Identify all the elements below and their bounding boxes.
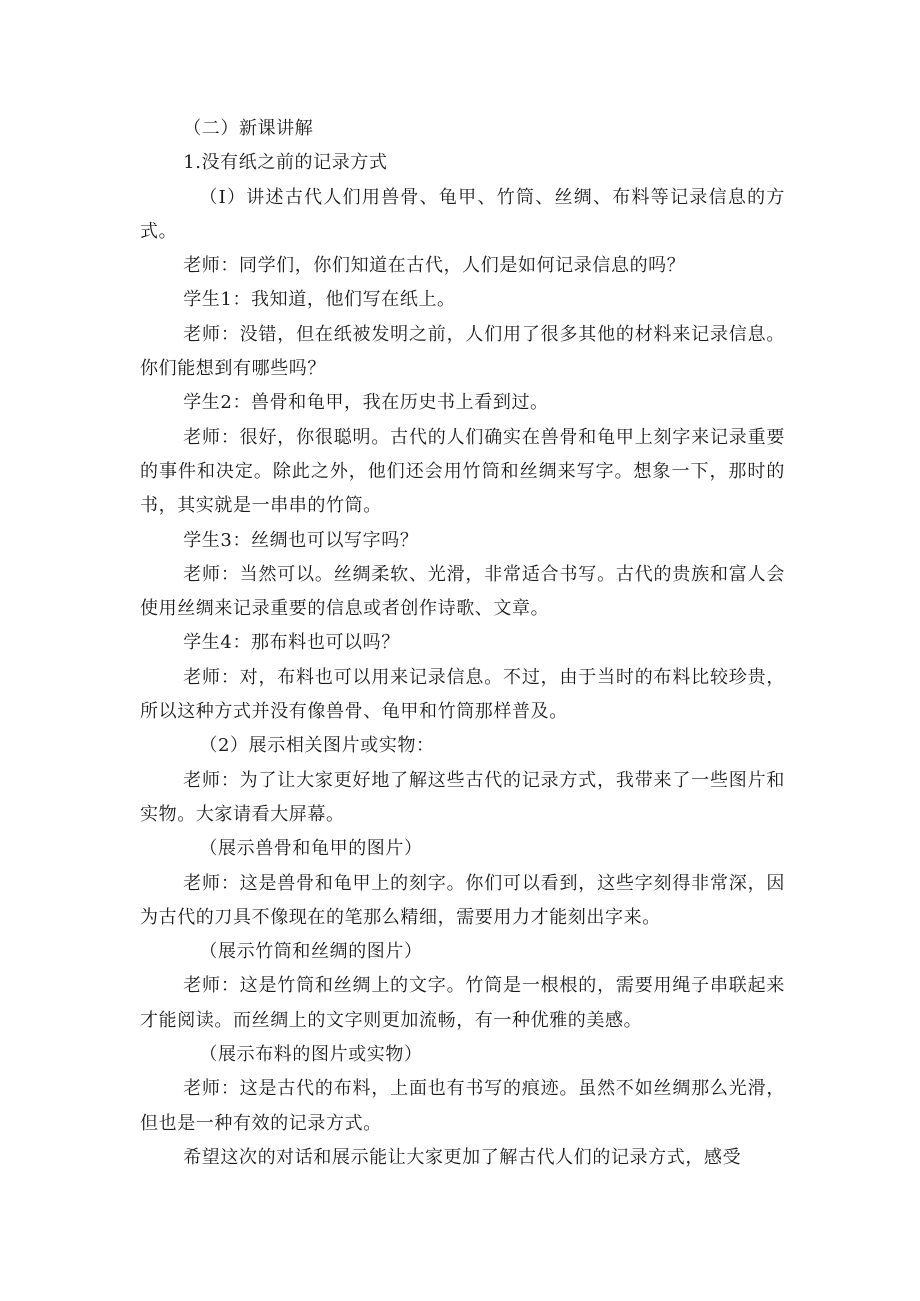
- paragraph: （展示布料的图片或实物）: [199, 1044, 423, 1066]
- paragraph: （展示竹筒和丝绸的图片）: [199, 941, 423, 963]
- paragraph: 老师：很好，你很聪明。古代的人们确实在兽骨和龟甲上刻字来记录重要的事件和决定。除此之外，他们还会用竹筒和丝绸来写字。想象一下，那时的书，其实就是一串串的竹筒。: [140, 426, 785, 517]
- paragraph: 学生1：我知道，他们写在纸上。: [183, 289, 456, 311]
- paragraph: 老师：这是竹筒和丝绸上的文字。竹筒是一根根的，需要用绳子串联起来才能阅读。而丝绸上的文字则更加流畅，有一种优雅的美感。: [140, 975, 785, 1031]
- paragraph: （展示兽骨和龟甲的图片）: [199, 838, 423, 860]
- paragraph: （2）展示相关图片或实物：: [199, 735, 435, 757]
- paragraph: 老师：为了让大家更好地了解这些古代的记录方式，我带来了一些图片和实物。大家请看大屏幕。: [140, 769, 785, 825]
- paragraph: 老师：这是兽骨和龟甲上的刻字。你们可以看到，这些字刻得非常深，因为古代的刀具不像现在的笔那么精细，需要用力才能刻出字来。: [140, 872, 785, 928]
- paragraph: 老师：对，布料也可以用来记录信息。不过，由于当时的布料比较珍贵，所以这种方式并没有像兽骨、龟甲和竹筒那样普及。: [140, 666, 785, 723]
- paragraph: 老师：同学们，你们知道在古代，人们是如何记录信息的吗？: [183, 255, 686, 277]
- paragraph: 老师：这是古代的布料，上面也有书写的痕迹。虽然不如丝绸那么光滑，但也是一种有效的记录方式。: [140, 1078, 785, 1134]
- paragraph: 学生4：那布料也可以吗？: [183, 632, 400, 654]
- paragraph: 老师：当然可以。丝绸柔软、光滑，非常适合书写。古代的贵族和富人会使用丝绸来记录重要的信息或者创作诗歌、文章。: [140, 563, 785, 620]
- document-body: [140, 112, 785, 1175]
- paragraph: 希望这次的对话和展示能让大家更加了解古代人们的记录方式，感受: [183, 1146, 742, 1168]
- paragraph: 学生3：丝绸也可以写字吗？: [183, 529, 419, 551]
- paragraph: （I）讲述古代人们用兽骨、龟甲、竹筒、丝绸、布料等记录信息的方式。: [140, 186, 785, 242]
- paragraph: 老师：没错，但在纸被发明之前，人们用了很多其他的材料来记录信息。你们能想到有哪些吗？: [140, 323, 785, 380]
- section-heading: （二）新课讲解: [183, 118, 314, 139]
- paragraph: 学生2：兽骨和龟甲，我在历史书上看到过。: [183, 392, 549, 414]
- subheading: 1.没有纸之前的记录方式: [183, 152, 388, 174]
